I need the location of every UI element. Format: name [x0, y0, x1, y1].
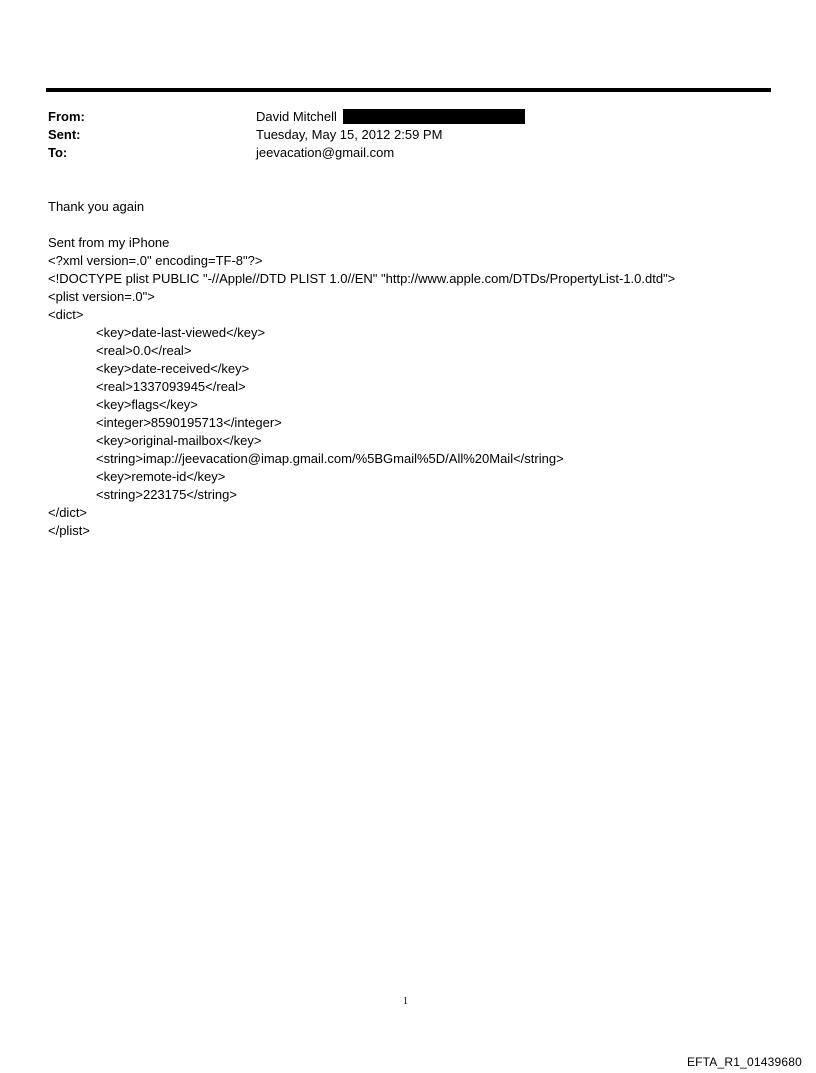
- body-line: <!DOCTYPE plist PUBLIC "-//Apple//DTD PLIST 1.0//EN" "http://www.apple.com/DTDs/PropertyList-1.0.dtd">: [48, 271, 676, 286]
- dict-line: <real>0.0</real>: [96, 343, 192, 358]
- closing-line: </dict>: [48, 505, 88, 520]
- greeting-text: Thank you again: [48, 199, 145, 214]
- closing-line: </plist>: [48, 523, 90, 538]
- header-rule: [46, 88, 771, 92]
- page-number: 1: [403, 996, 408, 1007]
- body-line: <dict>: [48, 307, 84, 322]
- dict-line: <key>remote-id</key>: [96, 469, 226, 484]
- dict-line: <key>date-received</key>: [96, 361, 250, 376]
- to-row: [48, 144, 395, 162]
- redaction-box: [343, 109, 525, 124]
- from-value: [256, 108, 525, 126]
- from-row: [48, 108, 337, 126]
- bates-number: EFTA_R1_01439680: [686, 1055, 802, 1069]
- dict-line: <integer>8590195713</integer>: [96, 415, 282, 430]
- dict-line: <real>1337093945</real>: [96, 379, 246, 394]
- dict-line: <key>original-mailbox</key>: [96, 433, 262, 448]
- sent-label: Sent:: [48, 127, 81, 142]
- dict-line: <key>date-last-viewed</key>: [96, 325, 266, 340]
- to-label: To:: [48, 145, 68, 160]
- dict-line: <key>flags</key>: [96, 397, 198, 412]
- dict-line: <string>imap://jeevacation@imap.gmail.com/%5BGmail%5D/All%20Mail</string>: [96, 451, 564, 466]
- to-value: jeevacation@gmail.com: [256, 145, 395, 160]
- sent-row: [48, 126, 443, 144]
- dict-line: <string>223175</string>: [96, 487, 237, 502]
- body-line: <?xml version=.0" encoding=TF-8"?>: [48, 253, 263, 268]
- body-line: <plist version=.0">: [48, 289, 155, 304]
- body-line: Sent from my iPhone: [48, 235, 170, 250]
- sent-value: Tuesday, May 15, 2012 2:59 PM: [256, 127, 443, 142]
- sender-name: David Mitchell: [256, 109, 337, 124]
- from-label: From:: [48, 109, 85, 124]
